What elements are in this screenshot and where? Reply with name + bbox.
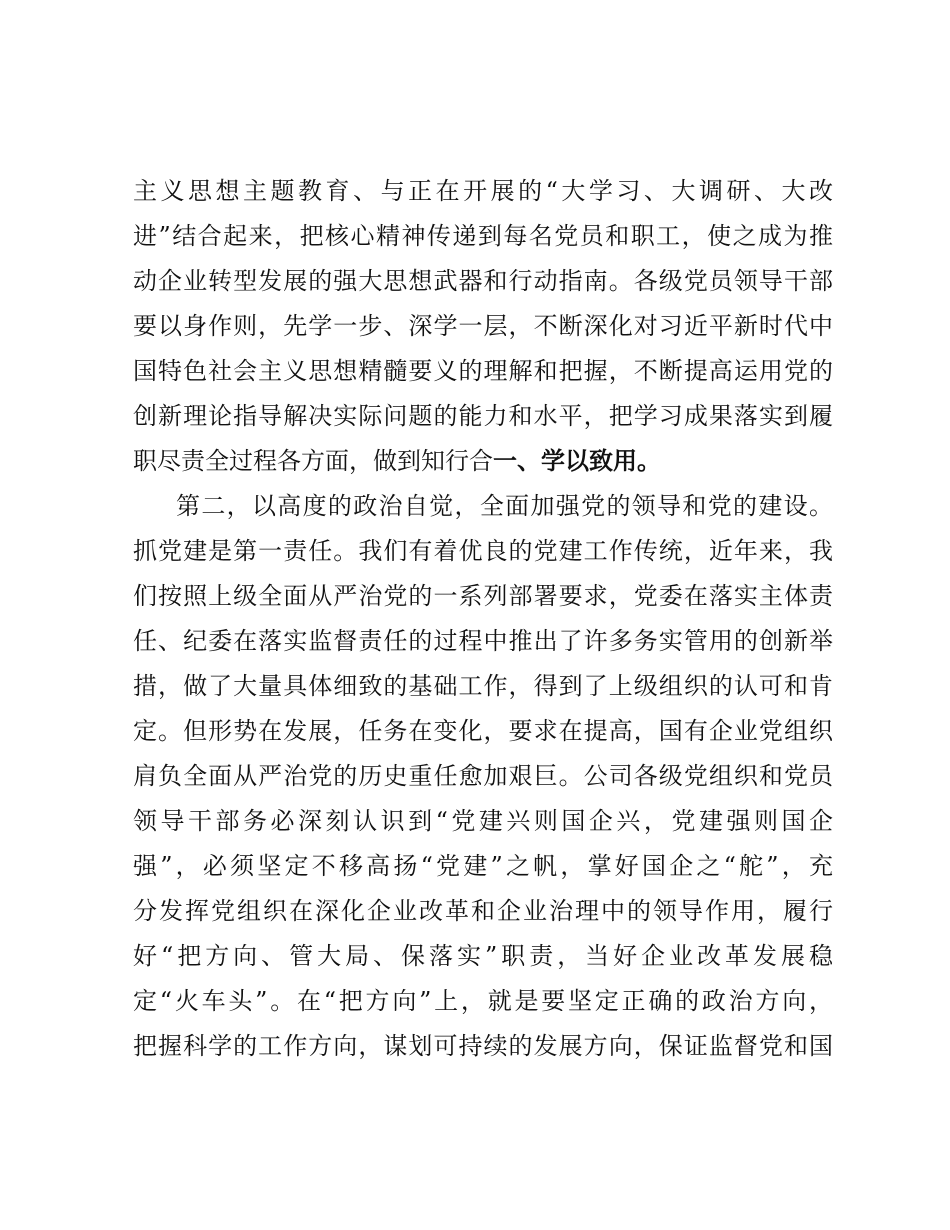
- paragraph-2-line: 措，做了大量具体细致的基础工作，得到了上级组织的认可和肯: [133, 672, 833, 700]
- paragraph-1-line: 主义思想主题教育、与正在开展的“大学习、大调研、大改: [133, 177, 833, 205]
- paragraph-1-last-line: [133, 441, 833, 481]
- paragraph-1-bold-text: 一、学以致用。: [493, 447, 661, 475]
- paragraph-2-line: 抓党建是第一责任。我们有着优良的党建工作传统，近年来，我: [133, 537, 833, 565]
- paragraph-2-line: 分发挥党组织在深化企业改革和企业治理中的领导作用，履行: [133, 897, 833, 925]
- paragraph-1-line: 进”结合起来，把核心精神传递到每名党员和职工，使之成为推: [133, 222, 833, 250]
- paragraph-2-line: 任、纪委在落实监督责任的过程中推出了许多务实管用的创新举: [133, 627, 833, 655]
- paragraph-1-last-text: 职尽责全过程各方面，做到知行合: [133, 447, 493, 475]
- paragraph-2-line: 定“火车头”。在“把方向”上，就是要坚定正确的政治方向，: [133, 987, 833, 1015]
- paragraph-2-line: 把握科学的工作方向，谋划可持续的发展方向，保证监督党和国: [133, 1032, 833, 1060]
- paragraph-2-line: 定。但形势在发展，任务在变化，要求在提高，国有企业党组织: [133, 717, 833, 745]
- paragraph-2-line: 肩负全面从严治党的历史重任愈加艰巨。公司各级党组织和党员: [133, 762, 833, 790]
- paragraph-1-line: 动企业转型发展的强大思想武器和行动指南。各级党员领导干部: [133, 267, 833, 295]
- paragraph-2-first-line: 第二，以高度的政治自觉，全面加强党的领导和党的建设。: [176, 492, 833, 520]
- paragraph-2-line: 领导干部务必深刻认识到“党建兴则国企兴，党建强则国企: [133, 807, 833, 835]
- paragraph-2-line: 好“把方向、管大局、保落实”职责，当好企业改革发展稳: [133, 942, 833, 970]
- paragraph-1-line: 国特色社会主义思想精髓要义的理解和把握，不断提高运用党的: [133, 357, 833, 385]
- paragraph-2-line: 强”，必须坚定不移高扬“党建”之帆，掌好国企之“舵”，充: [133, 852, 833, 880]
- paragraph-2-line: 们按照上级全面从严治党的一系列部署要求，党委在落实主体责: [133, 582, 833, 610]
- paragraph-1-line: 创新理论指导解决实际问题的能力和水平，把学习成果落实到履: [133, 402, 833, 430]
- paragraph-1-line: 要以身作则，先学一步、深学一层，不断深化对习近平新时代中: [133, 312, 833, 340]
